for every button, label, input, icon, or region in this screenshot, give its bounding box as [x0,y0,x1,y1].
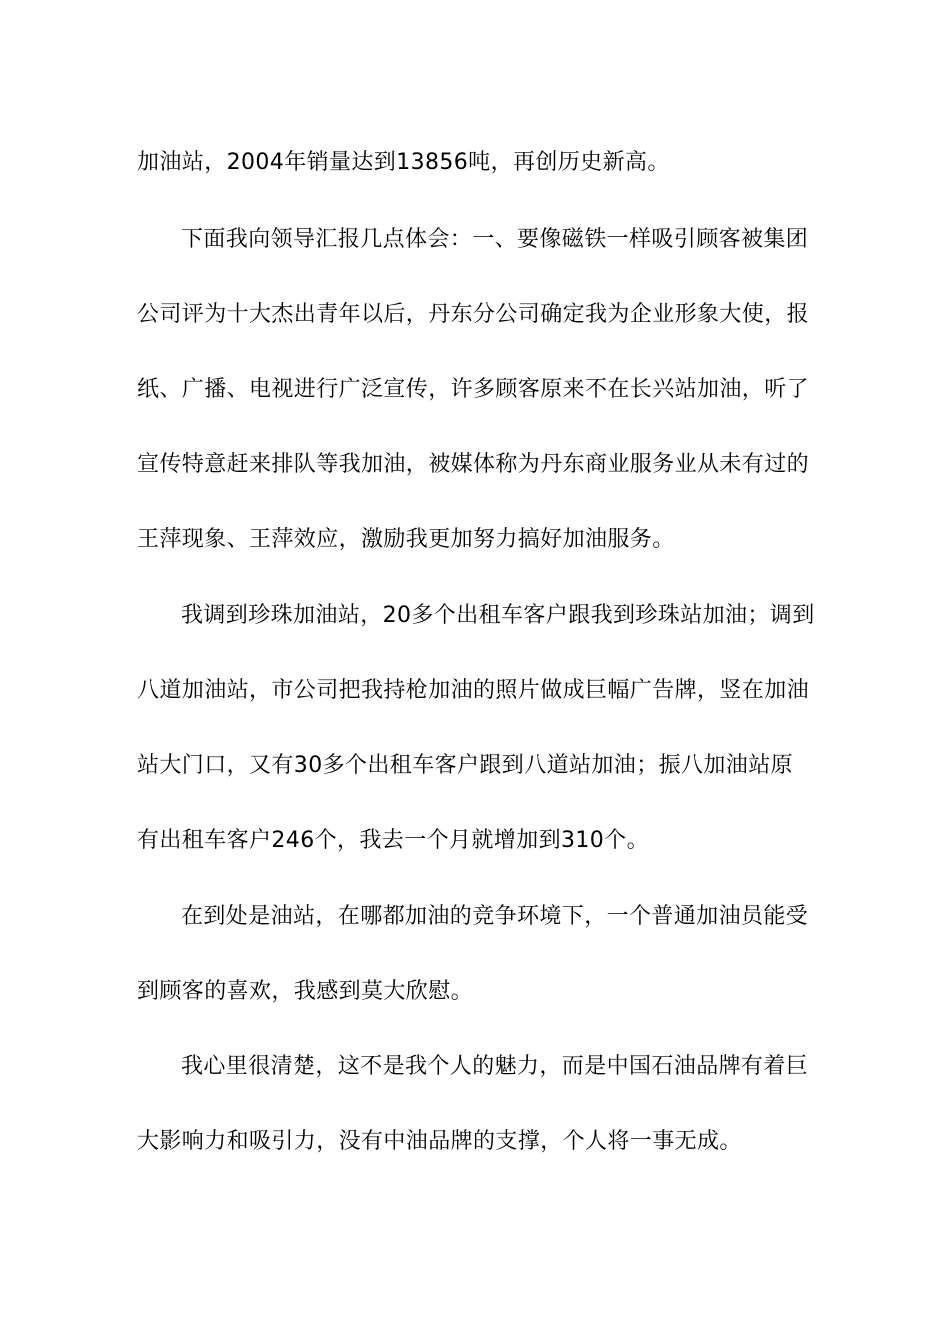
text-line: 在到处是油站，在哪都加油的竞争环境下，一个普通加油员能受 [181,904,809,929]
text-line: 宣传特意赶来排队等我加油，被媒体称为丹东商业服务业从未有过的 [137,452,810,477]
text-line: 大影响力和吸引力，没有中油品牌的支撑，个人将一事无成。 [137,1129,742,1154]
text-line: 加油站，2004年销量达到13856吨，再创历史新高。 [137,150,670,175]
text-line: 站大门口，又有30多个出租车客户跟到八道站加油；振八加油站原 [137,753,793,778]
text-line: 有出租车客户246个，我去一个月就增加到310个。 [137,828,649,853]
text-line: 我心里很清楚，这不是我个人的魅力，而是中国石油品牌有着巨 [181,1054,809,1079]
text-line: 到顾客的喜欢，我感到莫大欣慰。 [137,979,474,1004]
text-line: 王萍现象、王萍效应，激励我更加努力搞好加油服务。 [137,527,675,552]
text-line: 公司评为十大杰出青年以后，丹东分公司确定我为企业形象大使，报 [137,302,810,327]
text-line: 纸、广播、电视进行广泛宣传，许多顾客原来不在长兴站加油，听了 [137,377,810,402]
text-line: 八道加油站，市公司把我持枪加油的照片做成巨幅广告牌，竖在加油 [137,678,810,703]
text-line: 下面我向领导汇报几点体会：一、要像磁铁一样吸引顾客被集团 [181,227,809,252]
text-line: 我调到珍珠加油站，20多个出租车客户跟我到珍珠站加油；调到 [181,603,815,628]
